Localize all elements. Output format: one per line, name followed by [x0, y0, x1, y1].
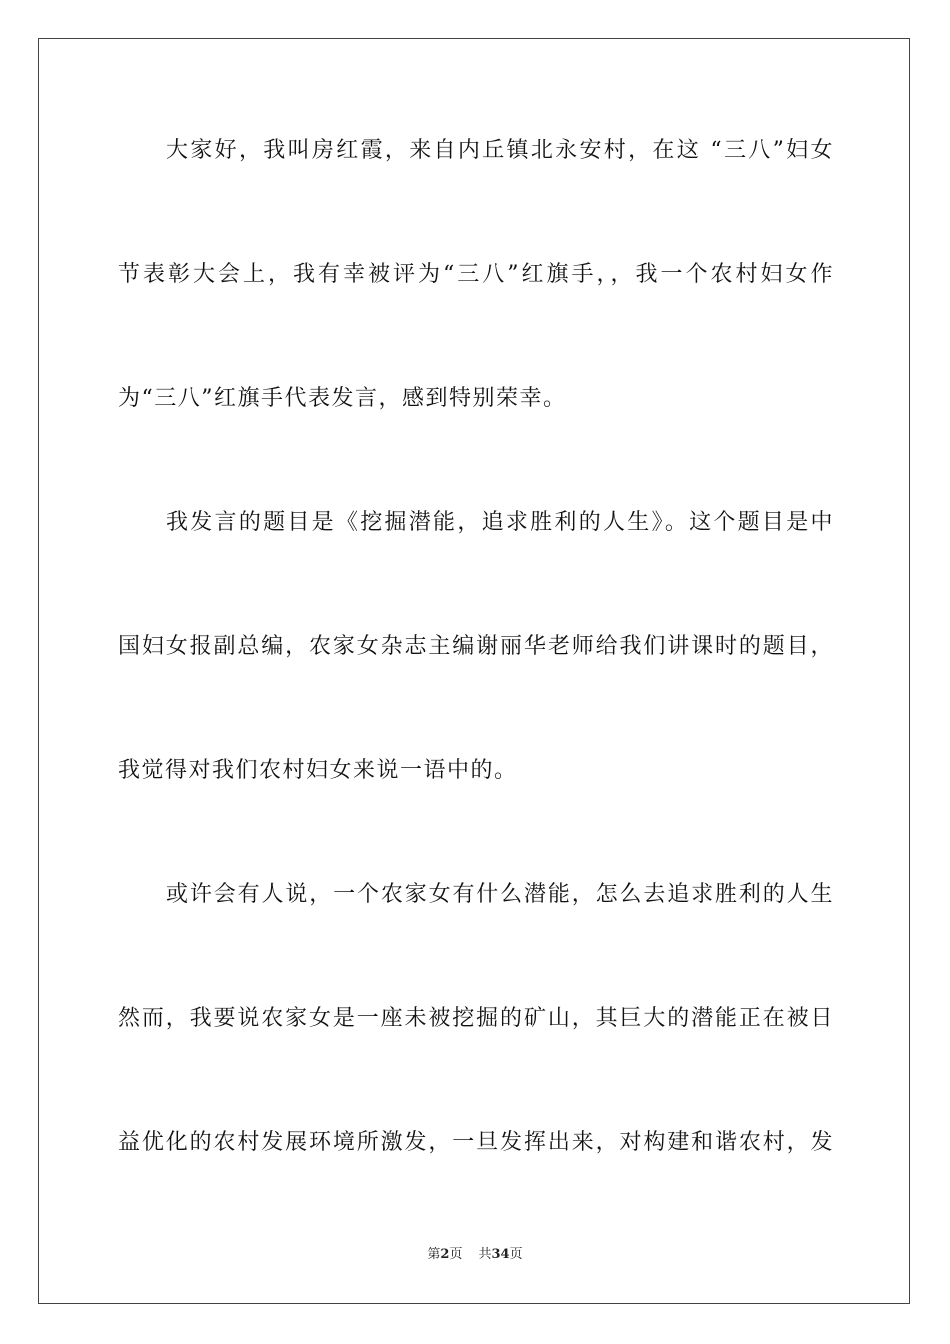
- total-pages: 34: [491, 1247, 510, 1262]
- paragraph-line-3: 为“三八”红旗手代表发言，感到特别荣幸。: [118, 386, 567, 411]
- paragraph-line-4: 我发言的题目是《挖掘潜能，追求胜利的人生》。这个题目是中: [166, 510, 834, 535]
- page-number: 2: [440, 1247, 450, 1262]
- paragraph-line-6: 我觉得对我们农村妇女来说一语中的。: [118, 758, 518, 783]
- page-footer: [0, 1246, 950, 1264]
- paragraph-line-9: 益优化的农村发展环境所激发，一旦发挥出来，对构建和谐农村，发: [118, 1130, 834, 1155]
- paragraph-line-2: 节表彰大会上，我有幸被评为“三八”红旗手，，我一个农村妇女作: [118, 262, 834, 287]
- paragraph-line-5: 国妇女报副总编，农家女杂志主编谢丽华老师给我们讲课时的题目，: [118, 634, 834, 659]
- paragraph-line-7: 或许会有人说，一个农家女有什么潜能，怎么去追求胜利的人生: [166, 882, 834, 907]
- paragraph-line-1: 大家好，我叫房红霞，来自内丘镇北永安村，在这 “三八”妇女: [166, 138, 834, 163]
- page-prefix: 第: [427, 1247, 441, 1262]
- paragraph-line-8: 然而，我要说农家女是一座未被挖掘的矿山，其巨大的潜能正在被日: [118, 1006, 834, 1031]
- total-prefix: 共: [478, 1247, 492, 1262]
- page-border: [38, 38, 910, 1304]
- page-suffix: 页: [449, 1247, 463, 1262]
- total-suffix: 页: [509, 1247, 523, 1262]
